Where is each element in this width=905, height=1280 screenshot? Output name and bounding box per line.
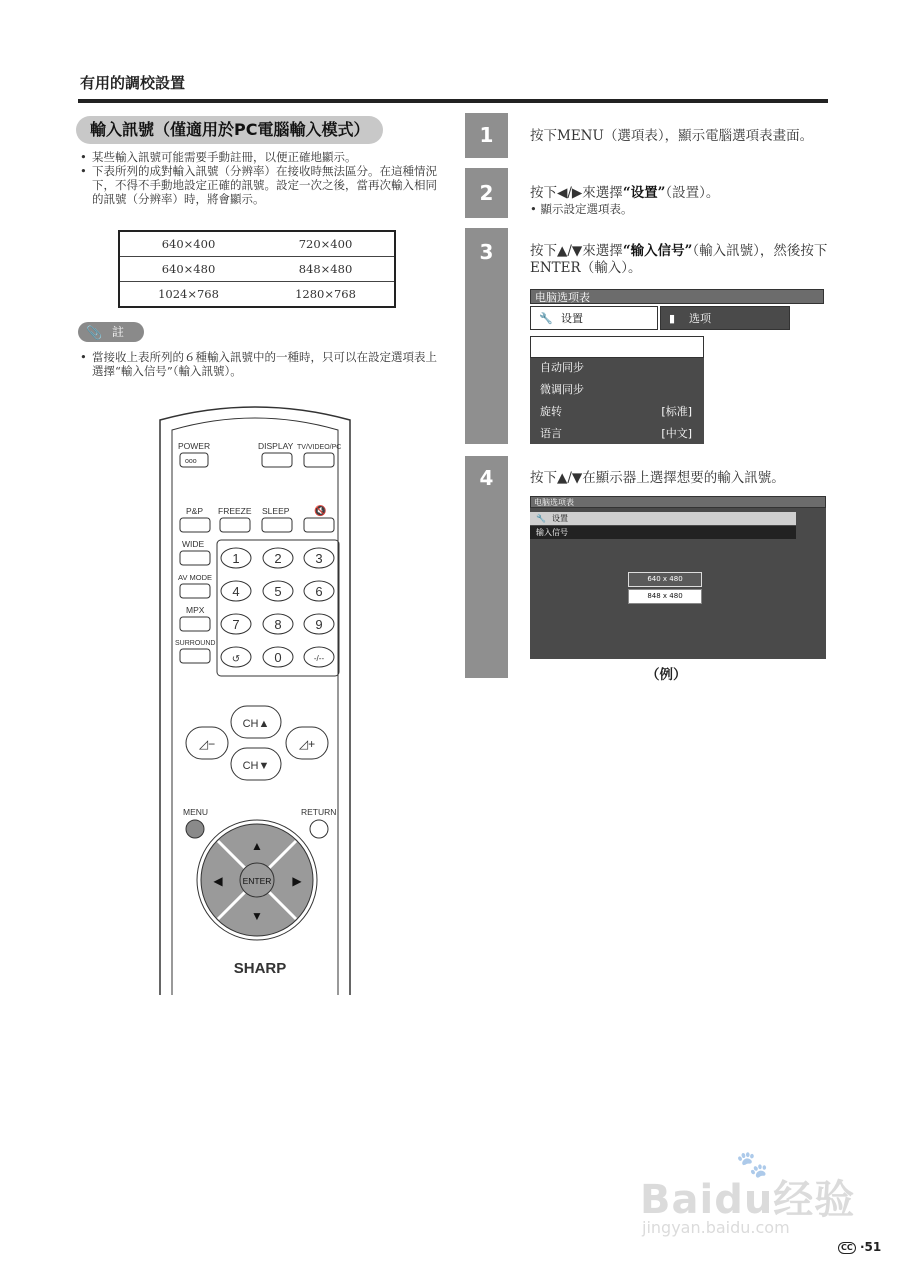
freeze-label: FREEZE [218, 506, 252, 516]
menu-item-fine-sync[interactable] [530, 380, 704, 400]
menu-item-value: [标准] [661, 405, 692, 418]
table-row [119, 231, 395, 257]
example-caption: （例） [646, 667, 687, 683]
wide-button [180, 551, 210, 565]
menu-item-auto-sync[interactable] [530, 358, 704, 378]
step4-number: 4 [479, 466, 494, 490]
page-header-title: 有用的調校設置 [80, 74, 186, 92]
remote-control-illustration [158, 400, 352, 995]
header-rule [78, 99, 828, 103]
watermark-url: jingyan.baidu.com [642, 1218, 790, 1237]
pc-menu-screen [530, 289, 826, 444]
step3-pre: 按下▲/▼來選擇 [530, 243, 623, 259]
wide-label: WIDE [182, 539, 205, 549]
digit-label: 1 [232, 551, 240, 566]
input-signal-screen [530, 496, 826, 659]
table-cell: 720×400 [257, 231, 395, 257]
display-label: DISPLAY [258, 441, 294, 451]
dpad-up-icon: ▲ [251, 839, 263, 853]
mute-button [304, 518, 334, 532]
signal-option-640x480[interactable]: 640 x 480 [628, 572, 702, 587]
menu-item-label: 输入信号 [541, 340, 585, 353]
enter-label: ENTER [242, 876, 272, 886]
digit-label: 3 [315, 551, 323, 566]
digit-label: 4 [232, 584, 240, 599]
digit-label: 5 [274, 584, 282, 599]
dpad-right-icon: ▶ [292, 874, 302, 888]
options-tab-icon: ▮ [669, 312, 676, 325]
menu-item-label: 自动同步 [540, 361, 584, 374]
input-menu-tab [530, 512, 796, 525]
tab-options[interactable] [660, 306, 790, 330]
surround-button [180, 649, 210, 663]
section-title: 輸入訊號（僅適用於PC電腦輸入模式） [76, 116, 383, 144]
paperclip-icon: 📎 [86, 326, 103, 341]
volume-up-icon: ◿+ [298, 737, 316, 751]
volume-down-icon: ◿− [198, 737, 216, 751]
page-number [838, 1240, 881, 1254]
step2-pre: 按下◀/▶來選擇 [530, 185, 623, 201]
menu-item-label: 语言 [540, 427, 562, 440]
brand-logo: SHARP [233, 960, 287, 977]
freeze-button [220, 518, 250, 532]
menu-button [186, 820, 204, 838]
sleep-button [262, 518, 292, 532]
settings-tab-icon: 🔧 [539, 312, 553, 325]
table-row [119, 257, 395, 282]
ch-down-label: CH▼ [242, 760, 270, 772]
page-number-dash: · [859, 1240, 865, 1254]
avmode-label: AV MODE [178, 573, 213, 582]
input-menu-tab-label: 设置 [552, 514, 568, 523]
digit-label: -/-- [313, 654, 325, 663]
tab-settings-label: 设置 [561, 312, 583, 325]
input-menu-title: 电脑选项表 [530, 496, 826, 508]
paw-icon: 🐾 [736, 1150, 769, 1180]
settings-tab-icon: 🔧 [536, 514, 546, 523]
table-cell: 1024×768 [158, 287, 219, 301]
digit-label: 7 [232, 617, 240, 632]
step3-text [530, 243, 828, 277]
bullet-item: • 下表所列的成對輸入訊號（分辨率）在接收時無法區分。在這種情況下，不得不手動地設定正確的訊號。設定一次之後，當再次輸入相同的訊號（分辨率）時，將會顯示。 [80, 164, 440, 206]
menu-item-rotate[interactable] [530, 402, 704, 422]
digit-label: 0 [274, 650, 282, 665]
menu-item-input-signal[interactable] [530, 336, 704, 358]
power-label: POWER [178, 441, 211, 451]
tvvideopc-button [304, 453, 334, 467]
signal-option-848x480[interactable]: 848 x 480 [628, 589, 702, 604]
pc-menu-title: 电脑选项表 [530, 289, 824, 304]
pp-button [180, 518, 210, 532]
step1-text: 按下MENU（選項表），顯示電腦選項表畫面。 [530, 128, 814, 144]
menu-item-label: 微调同步 [540, 383, 584, 396]
table-cell: 640×480 [119, 257, 257, 282]
avmode-button [180, 584, 210, 598]
digit-label: 2 [274, 551, 282, 566]
menu-item-label: 旋转 [540, 405, 562, 418]
sleep-label: SLEEP [262, 506, 290, 516]
step3-post: （輸入訊號），然後按下ENTER（輸入）。 [530, 243, 828, 276]
power-dots: ooo [185, 458, 197, 465]
mute-icon: 🔇 [314, 506, 327, 517]
digit-label: 6 [315, 584, 323, 599]
note-bullets [80, 350, 440, 378]
resolution-table [118, 230, 396, 308]
dpad-down-icon: ▼ [251, 909, 263, 923]
menu-item-language[interactable] [530, 424, 704, 444]
note-text: • 當接收上表所列的６種輸入訊號中的一種時，只可以在設定選項表上選擇“輸入信号”（輸入訊號）。 [80, 350, 440, 378]
pp-label: P&P [186, 506, 204, 516]
tab-settings[interactable] [530, 306, 658, 330]
mpx-label: MPX [186, 605, 205, 615]
step3-keyword: “输入信号” [622, 243, 693, 259]
digit-label: 9 [315, 617, 323, 632]
table-cell: 1280×768 [295, 287, 356, 301]
step2-sub: • 顯示設定選項表。 [530, 202, 633, 216]
menu-label: MENU [183, 807, 209, 817]
dpad-left-icon: ◀ [213, 874, 223, 888]
note-label: 註 [112, 325, 125, 339]
menu-item-value: [中文] [661, 427, 692, 440]
table-cell: 848×480 [257, 257, 395, 282]
step2-number: 2 [479, 181, 494, 205]
return-label: RETURN [301, 807, 337, 817]
return-button [310, 820, 328, 838]
settings-list [530, 336, 704, 444]
table-cell: 640×400 [119, 231, 257, 257]
display-button [262, 453, 292, 467]
tab-options-label: 选项 [689, 312, 711, 325]
ch-up-label: CH▲ [242, 718, 270, 730]
section-bullets [80, 150, 440, 206]
step4-text: 按下▲/▼在顯示器上選擇想要的輸入訊號。 [530, 470, 785, 486]
step2-text [530, 185, 828, 216]
table-row [119, 282, 395, 308]
input-signal-header: 输入信号 [530, 526, 796, 539]
language-badge: CC [838, 1242, 856, 1254]
watermark-brand: Baidu经验 [640, 1177, 856, 1223]
step3-number: 3 [479, 240, 494, 264]
digit-label: 8 [274, 617, 282, 632]
step2-keyword: “设置” [622, 185, 666, 201]
step2-subtext: 顯示設定選項表。 [540, 202, 633, 216]
tvvideopc-label: TV/VIDEO/PC [297, 444, 342, 451]
mpx-button [180, 617, 210, 631]
note-badge [78, 322, 144, 342]
baidu-watermark [640, 1150, 860, 1240]
step2-post: （設置）。 [665, 185, 720, 201]
digit-label: ↺ [231, 654, 241, 665]
step1-number: 1 [479, 123, 494, 147]
page-number-value: 51 [864, 1240, 882, 1254]
surround-label: SURROUND [175, 640, 216, 647]
bullet-item: • 某些輸入訊號可能需要手動註冊，以便正確地顯示。 [80, 150, 440, 164]
